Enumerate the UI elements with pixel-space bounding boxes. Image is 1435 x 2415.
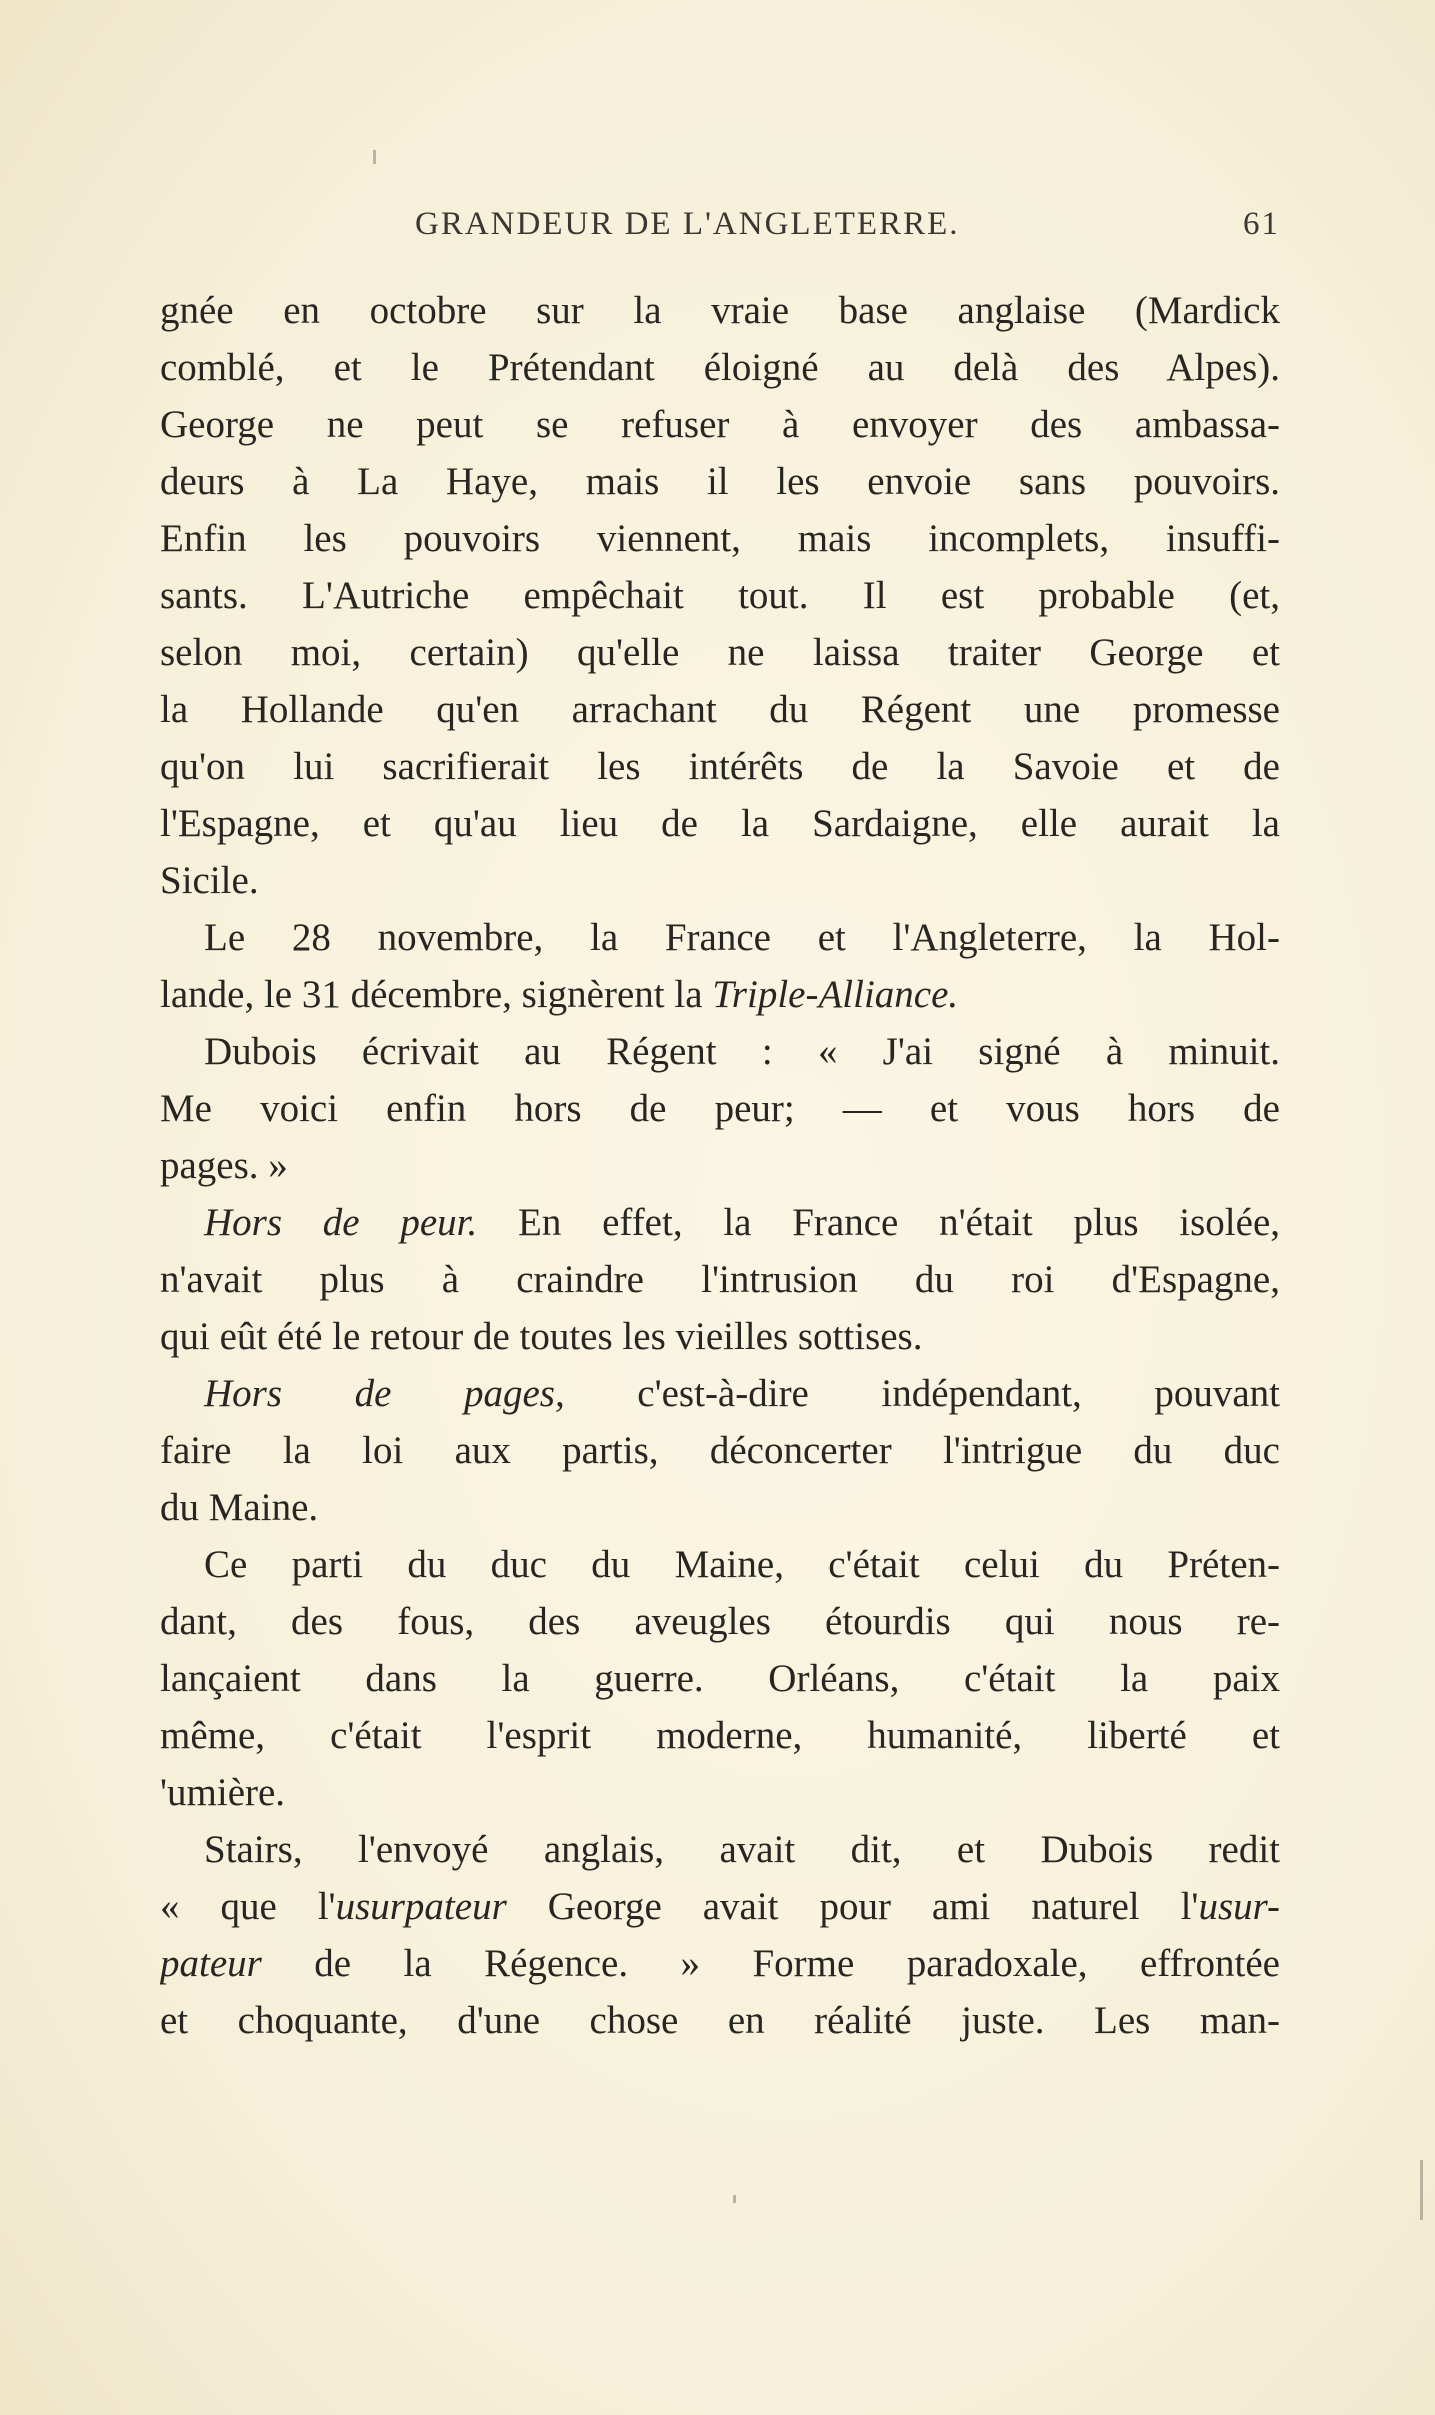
- line-text: En effet, la France n'était plus isolée,: [477, 1201, 1280, 1244]
- italic-text: Triple-Alliance.: [712, 973, 959, 1016]
- text-line: [160, 681, 1280, 738]
- text-line: [160, 909, 1280, 966]
- text-line: [160, 1536, 1280, 1593]
- line-text: n'avait plus à craindre l'intrusion du roi d'Espagne,: [160, 1258, 1280, 1301]
- text-line: [160, 738, 1280, 795]
- line-text: selon moi, certain) qu'elle ne laissa traiter George et: [160, 631, 1280, 674]
- text-line: [160, 1935, 1280, 1992]
- line-text: sants. L'Autriche empêchait tout. Il est probable (et,: [160, 574, 1280, 617]
- line-text: qu'on lui sacrifierait les intérêts de la Savoie et de: [160, 745, 1280, 788]
- text-line: [160, 282, 1280, 339]
- line-text: George avait pour ami naturel l': [506, 1885, 1199, 1928]
- text-line: [160, 453, 1280, 510]
- text-line: [160, 966, 1280, 1023]
- line-text: qui eût été le retour de toutes les vieilles sottises.: [160, 1315, 923, 1358]
- text-line: [160, 624, 1280, 681]
- text-line: [160, 1593, 1280, 1650]
- text-line: [160, 1137, 1280, 1194]
- line-text: « que l': [160, 1885, 336, 1928]
- line-text: Le 28 novembre, la France et l'Angleterre, la Hol-: [204, 916, 1280, 959]
- text-line: [160, 1650, 1280, 1707]
- text-line: [160, 1308, 1280, 1365]
- page-body-text: [160, 282, 1280, 2049]
- text-line: [160, 1365, 1280, 1422]
- text-line: [160, 510, 1280, 567]
- line-text: Stairs, l'envoyé anglais, avait dit, et Dubois redit: [204, 1828, 1280, 1871]
- text-line: [160, 1821, 1280, 1878]
- text-line: [160, 852, 1280, 909]
- italic-text: Hors de peur.: [204, 1201, 478, 1244]
- text-line: [160, 1023, 1280, 1080]
- text-line: [160, 795, 1280, 852]
- line-text: Me voici enfin hors de peur; — et vous hors de: [160, 1087, 1280, 1130]
- text-line: [160, 1080, 1280, 1137]
- italic-text: Hors de pages,: [204, 1372, 565, 1415]
- line-text: même, c'était l'esprit moderne, humanité, liberté et: [160, 1714, 1280, 1757]
- line-text: et choquante, d'une chose en réalité juste. Les man-: [160, 1999, 1280, 2042]
- line-text: du Maine.: [160, 1486, 319, 1529]
- line-text: George ne peut se refuser à envoyer des ambassa-: [160, 403, 1280, 446]
- line-text: deurs à La Haye, mais il les envoie sans pouvoirs.: [160, 460, 1280, 503]
- text-line: [160, 1878, 1280, 1935]
- scan-speck: [733, 2195, 736, 2203]
- page-header: [160, 206, 1280, 256]
- line-text: gnée en octobre sur la vraie base anglaise (Mardick: [160, 289, 1280, 332]
- italic-text: usur-: [1198, 1885, 1280, 1928]
- line-text: pages. »: [160, 1144, 288, 1187]
- line-text: la Hollande qu'en arrachant du Régent une promesse: [160, 688, 1280, 731]
- text-line: [160, 1194, 1280, 1251]
- text-line: [160, 1422, 1280, 1479]
- line-text: faire la loi aux partis, déconcerter l'intrigue du duc: [160, 1429, 1280, 1472]
- text-line: [160, 1764, 1280, 1821]
- scan-speck: [1420, 2160, 1423, 2220]
- line-text: Enfin les pouvoirs viennent, mais incomplets, insuffi-: [160, 517, 1280, 560]
- line-text: lande, le 31 décembre, signèrent la: [160, 973, 713, 1016]
- text-line: [160, 396, 1280, 453]
- line-text: comblé, et le Prétendant éloigné au delà des Alpes).: [160, 346, 1280, 389]
- line-text: dant, des fous, des aveugles étourdis qui nous re-: [160, 1600, 1280, 1643]
- line-text: c'est-à-dire indépendant, pouvant: [564, 1372, 1280, 1415]
- line-text: l'Espagne, et qu'au lieu de la Sardaigne, elle aurait la: [160, 802, 1280, 845]
- line-text: Ce parti du duc du Maine, c'était celui du Préten-: [204, 1543, 1280, 1586]
- line-text: Sicile.: [160, 859, 259, 902]
- text-line: [160, 1707, 1280, 1764]
- text-line: [160, 339, 1280, 396]
- italic-text: pateur: [160, 1942, 262, 1985]
- line-text: 'umière.: [160, 1771, 286, 1814]
- line-text: Dubois écrivait au Régent : « J'ai signé à minuit.: [204, 1030, 1280, 1073]
- text-line: [160, 1251, 1280, 1308]
- running-head: GRANDEUR DE L'ANGLETERRE.: [415, 206, 960, 242]
- text-line: [160, 1992, 1280, 2049]
- text-line: [160, 1479, 1280, 1536]
- text-line: [160, 567, 1280, 624]
- page-number: 61: [1243, 206, 1280, 242]
- line-text: lançaient dans la guerre. Orléans, c'était la paix: [160, 1657, 1280, 1700]
- line-text: de la Régence. » Forme paradoxale, effrontée: [261, 1942, 1280, 1985]
- italic-text: usurpateur: [335, 1885, 507, 1928]
- scan-speck: [373, 150, 376, 164]
